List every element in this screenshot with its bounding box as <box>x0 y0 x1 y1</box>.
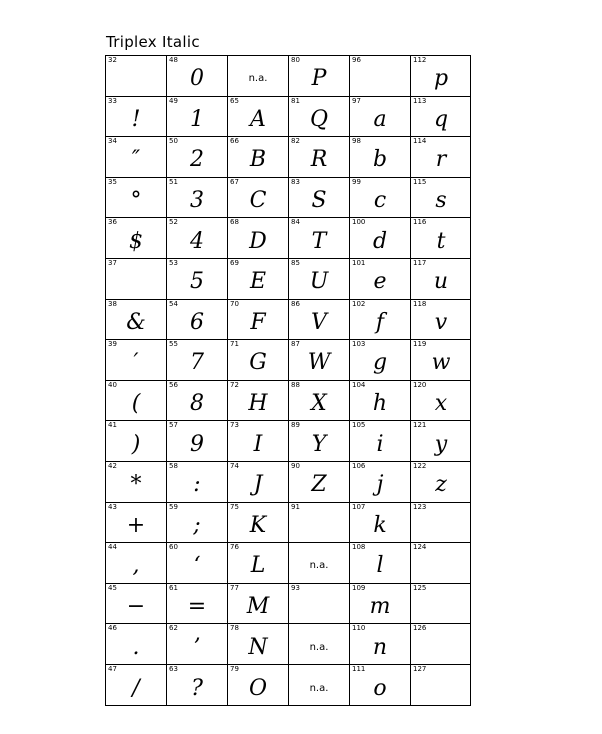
glyph-cell <box>350 381 411 422</box>
glyph-sample: Y <box>311 431 327 457</box>
glyph-sample: * <box>130 472 142 498</box>
glyph-sample: b <box>372 147 388 173</box>
char-code: 77 <box>230 583 239 592</box>
char-code: 114 <box>413 137 427 146</box>
char-code: 56 <box>169 380 178 389</box>
glyph-cell <box>228 584 289 625</box>
glyph-cell <box>289 340 350 381</box>
char-code: 122 <box>413 462 427 470</box>
glyph-sample: r <box>435 147 447 173</box>
char-code: 41 <box>108 421 117 430</box>
char-code: 74 <box>230 462 239 470</box>
glyph-sample: 5 <box>190 269 204 295</box>
glyph-cell <box>350 340 411 381</box>
char-code: 101 <box>352 259 366 267</box>
glyph-sample: ( <box>131 391 141 417</box>
glyph-sample: O <box>248 675 268 701</box>
glyph-sample: B <box>249 147 267 173</box>
glyph-sample: + <box>126 512 146 538</box>
glyph-sample: K <box>249 512 267 538</box>
glyph-cell <box>228 543 289 584</box>
glyph-cell <box>228 218 289 259</box>
glyph-sample: V <box>311 309 327 335</box>
char-code: 121 <box>413 421 427 430</box>
char-code: 107 <box>352 502 366 511</box>
glyph-sample: 1 <box>190 106 204 132</box>
glyph-sample: l <box>376 553 384 579</box>
glyph-cell <box>167 300 228 341</box>
glyph-cell <box>228 97 289 138</box>
glyph-cell <box>228 137 289 178</box>
glyph-sample: ° <box>130 188 142 214</box>
char-code: 90 <box>291 462 300 470</box>
glyph-cell <box>350 178 411 219</box>
glyph-sample: f <box>375 309 385 335</box>
char-code: 93 <box>291 583 300 592</box>
glyph-cell <box>106 665 167 706</box>
char-code: 46 <box>108 624 117 633</box>
glyph-cell <box>106 584 167 625</box>
char-code: 117 <box>413 259 427 267</box>
glyph-cell <box>289 137 350 178</box>
char-code: 98 <box>352 137 361 146</box>
char-code: 72 <box>230 380 239 389</box>
char-code: 33 <box>108 96 117 105</box>
glyph-sample: v <box>434 309 448 335</box>
glyph-sample: m <box>369 594 391 620</box>
glyph-cell <box>289 624 350 665</box>
glyph-cell <box>167 218 228 259</box>
glyph-sample <box>350 62 410 96</box>
glyph-sample: w <box>431 350 451 376</box>
glyph-cell <box>411 218 471 259</box>
glyph-cell <box>350 624 411 665</box>
glyph-cell <box>106 178 167 219</box>
glyph-sample: . <box>132 634 140 660</box>
char-code: 61 <box>169 583 178 592</box>
char-code: 37 <box>108 259 117 267</box>
glyph-cell <box>411 624 471 665</box>
glyph-cell <box>167 624 228 665</box>
char-code: 47 <box>108 665 117 673</box>
glyph-cell <box>350 218 411 259</box>
glyph-cell <box>228 56 289 97</box>
glyph-cell <box>411 381 471 422</box>
glyph-cell <box>106 300 167 341</box>
glyph-cell <box>289 300 350 341</box>
char-code: 63 <box>169 665 178 673</box>
char-code: 125 <box>413 583 427 592</box>
glyph-cell <box>167 421 228 462</box>
glyph-cell <box>289 56 350 97</box>
glyph-cell <box>167 137 228 178</box>
char-code: 105 <box>352 421 366 430</box>
glyph-sample: U <box>309 269 329 295</box>
char-code: 69 <box>230 259 239 267</box>
glyph-sample: Z <box>311 472 327 498</box>
glyph-cell <box>106 218 167 259</box>
char-code: 62 <box>169 624 178 633</box>
glyph-sample: J <box>253 472 263 498</box>
glyph-sample: 2 <box>190 147 204 173</box>
char-code: 99 <box>352 177 361 186</box>
glyph-cell <box>411 56 471 97</box>
glyph-sample: x <box>434 391 448 417</box>
char-code: 86 <box>291 299 300 308</box>
glyph-cell <box>350 56 411 97</box>
glyph-cell <box>350 503 411 544</box>
glyph-cell <box>167 97 228 138</box>
glyph-sample: $ <box>129 228 143 254</box>
glyph-cell <box>106 137 167 178</box>
char-code: 96 <box>352 56 361 64</box>
glyph-cell <box>289 97 350 138</box>
not-available-label: n.a. <box>309 560 329 572</box>
glyph-cell <box>228 462 289 503</box>
glyph-cell <box>167 340 228 381</box>
glyph-sample: T <box>311 228 327 254</box>
not-available-label: n.a. <box>309 682 329 694</box>
glyph-cell <box>106 462 167 503</box>
glyph-cell <box>411 421 471 462</box>
glyph-sample: R <box>310 147 328 173</box>
glyph-cell <box>289 462 350 503</box>
glyph-sample: N <box>248 634 268 660</box>
glyph-sample: ; <box>193 512 201 538</box>
glyph-sample <box>411 590 471 624</box>
char-code: 65 <box>230 96 239 105</box>
char-code: 67 <box>230 177 239 186</box>
glyph-sample: 7 <box>190 350 204 376</box>
char-code: 40 <box>108 380 117 389</box>
glyph-cell <box>228 381 289 422</box>
glyph-sample: X <box>311 391 327 417</box>
glyph-cell <box>411 97 471 138</box>
glyph-sample <box>411 509 471 543</box>
char-code: 66 <box>230 137 239 146</box>
char-code: 106 <box>352 462 366 470</box>
glyph-sample: M <box>246 594 270 620</box>
glyph-cell <box>411 178 471 219</box>
glyph-cell <box>106 97 167 138</box>
char-code: 89 <box>291 421 300 430</box>
glyph-sample <box>289 590 349 624</box>
char-code: 110 <box>352 624 366 633</box>
glyph-sample: 0 <box>190 66 204 92</box>
char-code: 35 <box>108 177 117 186</box>
glyph-cell <box>106 259 167 300</box>
char-code: 87 <box>291 340 300 349</box>
glyph-cell <box>411 543 471 584</box>
char-code: 75 <box>230 502 239 511</box>
glyph-cell <box>350 259 411 300</box>
char-code: 79 <box>230 665 239 673</box>
glyph-sample: & <box>126 309 146 335</box>
glyph-cell <box>289 259 350 300</box>
glyph-cell <box>289 421 350 462</box>
glyph-cell <box>411 300 471 341</box>
glyph-sample: I <box>253 431 263 457</box>
glyph-cell <box>228 624 289 665</box>
glyph-cell <box>167 381 228 422</box>
glyph-cell <box>411 503 471 544</box>
glyph-cell <box>411 340 471 381</box>
glyph-cell <box>350 584 411 625</box>
glyph-sample: A <box>250 106 266 132</box>
char-code: 84 <box>291 218 300 227</box>
char-code: 50 <box>169 137 178 146</box>
char-code: 116 <box>413 218 427 227</box>
glyph-cell <box>289 503 350 544</box>
glyph-sample: ‘ <box>193 553 201 579</box>
char-code: 80 <box>291 56 300 64</box>
glyph-cell <box>167 584 228 625</box>
glyph-sample: − <box>126 594 146 620</box>
glyph-cell <box>228 503 289 544</box>
char-code: 123 <box>413 502 427 511</box>
glyph-cell <box>350 137 411 178</box>
char-code: 119 <box>413 340 427 349</box>
glyph-cell <box>106 381 167 422</box>
glyph-sample: h <box>372 391 388 417</box>
glyph-sample: 8 <box>190 391 204 417</box>
glyph-sample: H <box>248 391 268 417</box>
char-code: 83 <box>291 177 300 186</box>
glyph-cell <box>411 137 471 178</box>
glyph-sample: , <box>132 553 140 579</box>
char-code: 111 <box>352 665 366 673</box>
glyph-cell <box>228 340 289 381</box>
glyph-sample: j <box>376 472 384 498</box>
char-code: 73 <box>230 421 239 430</box>
char-code: 91 <box>291 502 300 511</box>
char-code: 82 <box>291 137 300 146</box>
glyph-sample <box>411 671 471 706</box>
char-code: 109 <box>352 583 366 592</box>
glyph-sample: / <box>132 675 140 701</box>
glyph-cell <box>106 624 167 665</box>
glyph-sample: P <box>311 66 327 92</box>
character-table <box>105 55 471 706</box>
char-code: 45 <box>108 583 117 592</box>
glyph-sample: ) <box>131 431 141 457</box>
char-code: 127 <box>413 665 427 673</box>
char-code: 81 <box>291 96 300 105</box>
glyph-cell <box>289 543 350 584</box>
glyph-cell <box>167 665 228 706</box>
glyph-sample <box>106 62 166 96</box>
glyph-sample: S <box>311 188 327 214</box>
glyph-cell <box>289 665 350 706</box>
glyph-sample: d <box>372 228 388 254</box>
char-code: 51 <box>169 177 178 186</box>
glyph-sample: y <box>434 431 448 457</box>
glyph-cell <box>228 421 289 462</box>
char-code: 54 <box>169 299 178 308</box>
glyph-cell <box>289 178 350 219</box>
glyph-sample: W <box>307 350 331 376</box>
char-code: 48 <box>169 56 178 64</box>
glyph-cell <box>289 381 350 422</box>
glyph-cell <box>167 259 228 300</box>
char-code: 68 <box>230 218 239 227</box>
char-code: 53 <box>169 259 178 267</box>
glyph-sample: ′ <box>133 350 139 376</box>
glyph-cell <box>228 259 289 300</box>
glyph-sample <box>289 509 349 543</box>
char-code: 57 <box>169 421 178 430</box>
glyph-cell <box>167 178 228 219</box>
char-code: 120 <box>413 380 427 389</box>
glyph-sample: 4 <box>190 228 204 254</box>
glyph-sample: : <box>193 472 201 498</box>
char-code: 103 <box>352 340 366 349</box>
glyph-sample: L <box>250 553 266 579</box>
glyph-sample: k <box>373 512 387 538</box>
char-code: 108 <box>352 543 366 552</box>
glyph-sample: = <box>187 594 207 620</box>
char-code: 60 <box>169 543 178 552</box>
glyph-sample: g <box>372 350 388 376</box>
glyph-cell <box>106 543 167 584</box>
glyph-cell <box>167 503 228 544</box>
page-title: Triplex Italic <box>106 33 200 51</box>
glyph-cell <box>228 665 289 706</box>
char-code: 34 <box>108 137 117 146</box>
char-code: 32 <box>108 56 117 64</box>
glyph-sample: t <box>436 228 446 254</box>
glyph-cell <box>350 665 411 706</box>
glyph-cell <box>350 543 411 584</box>
char-code: 113 <box>413 96 427 105</box>
glyph-cell <box>350 97 411 138</box>
glyph-cell <box>106 340 167 381</box>
char-code: 38 <box>108 299 117 308</box>
glyph-cell <box>411 462 471 503</box>
glyph-cell <box>106 421 167 462</box>
glyph-cell <box>289 584 350 625</box>
char-code: 39 <box>108 340 117 349</box>
glyph-sample: F <box>250 309 266 335</box>
glyph-cell <box>167 543 228 584</box>
glyph-sample: 6 <box>190 309 204 335</box>
glyph-cell <box>167 462 228 503</box>
char-code: 43 <box>108 502 117 511</box>
glyph-sample: e <box>373 269 387 295</box>
glyph-sample: G <box>249 350 267 376</box>
char-code: 126 <box>413 624 427 633</box>
char-code: 100 <box>352 218 366 227</box>
char-code: 76 <box>230 543 239 552</box>
glyph-cell <box>228 300 289 341</box>
glyph-cell <box>350 421 411 462</box>
glyph-sample <box>106 265 166 299</box>
char-code: 115 <box>413 177 427 186</box>
glyph-sample: ! <box>131 106 141 132</box>
glyph-cell <box>228 178 289 219</box>
char-code: 88 <box>291 380 300 389</box>
char-code: 71 <box>230 340 239 349</box>
glyph-cell <box>350 462 411 503</box>
glyph-cell <box>411 259 471 300</box>
not-available-label: n.a. <box>248 73 268 85</box>
char-code: 42 <box>108 462 117 470</box>
char-code: 85 <box>291 259 300 267</box>
char-code: 104 <box>352 380 366 389</box>
char-code: 52 <box>169 218 178 227</box>
glyph-cell <box>411 584 471 625</box>
glyph-sample: ″ <box>131 147 141 173</box>
char-code: 55 <box>169 340 178 349</box>
glyph-sample: 9 <box>190 431 204 457</box>
glyph-cell <box>106 56 167 97</box>
glyph-sample: c <box>373 188 387 214</box>
glyph-sample <box>411 549 471 583</box>
char-code: 59 <box>169 502 178 511</box>
glyph-cell <box>350 300 411 341</box>
glyph-sample: E <box>249 269 267 295</box>
glyph-sample: u <box>433 269 449 295</box>
char-code: 70 <box>230 299 239 308</box>
char-code: 124 <box>413 543 427 552</box>
glyph-sample: o <box>373 675 387 701</box>
not-available-label: n.a. <box>309 641 329 653</box>
char-code: 97 <box>352 96 361 105</box>
glyph-cell <box>167 56 228 97</box>
glyph-sample: p <box>433 66 449 92</box>
char-code: 49 <box>169 96 178 105</box>
glyph-cell <box>289 218 350 259</box>
glyph-sample: D <box>249 228 267 254</box>
glyph-sample: ? <box>191 675 203 701</box>
glyph-sample: i <box>376 431 384 457</box>
glyph-sample: n <box>372 634 388 660</box>
glyph-sample <box>411 630 471 664</box>
char-code: 44 <box>108 543 117 552</box>
char-code: 58 <box>169 462 178 470</box>
glyph-cell <box>106 503 167 544</box>
char-code: 78 <box>230 624 239 633</box>
glyph-sample: ’ <box>193 634 201 660</box>
glyph-sample: a <box>373 106 387 132</box>
glyph-sample: q <box>433 106 449 132</box>
glyph-sample: Q <box>309 106 329 132</box>
glyph-sample: 3 <box>190 188 204 214</box>
glyph-sample: C <box>249 188 267 214</box>
char-code: 36 <box>108 218 117 227</box>
char-code: 118 <box>413 299 427 308</box>
glyph-cell <box>411 665 471 706</box>
char-code: 102 <box>352 299 366 308</box>
glyph-sample: s <box>435 188 447 214</box>
glyph-sample: z <box>435 472 447 498</box>
char-code: 112 <box>413 56 427 64</box>
